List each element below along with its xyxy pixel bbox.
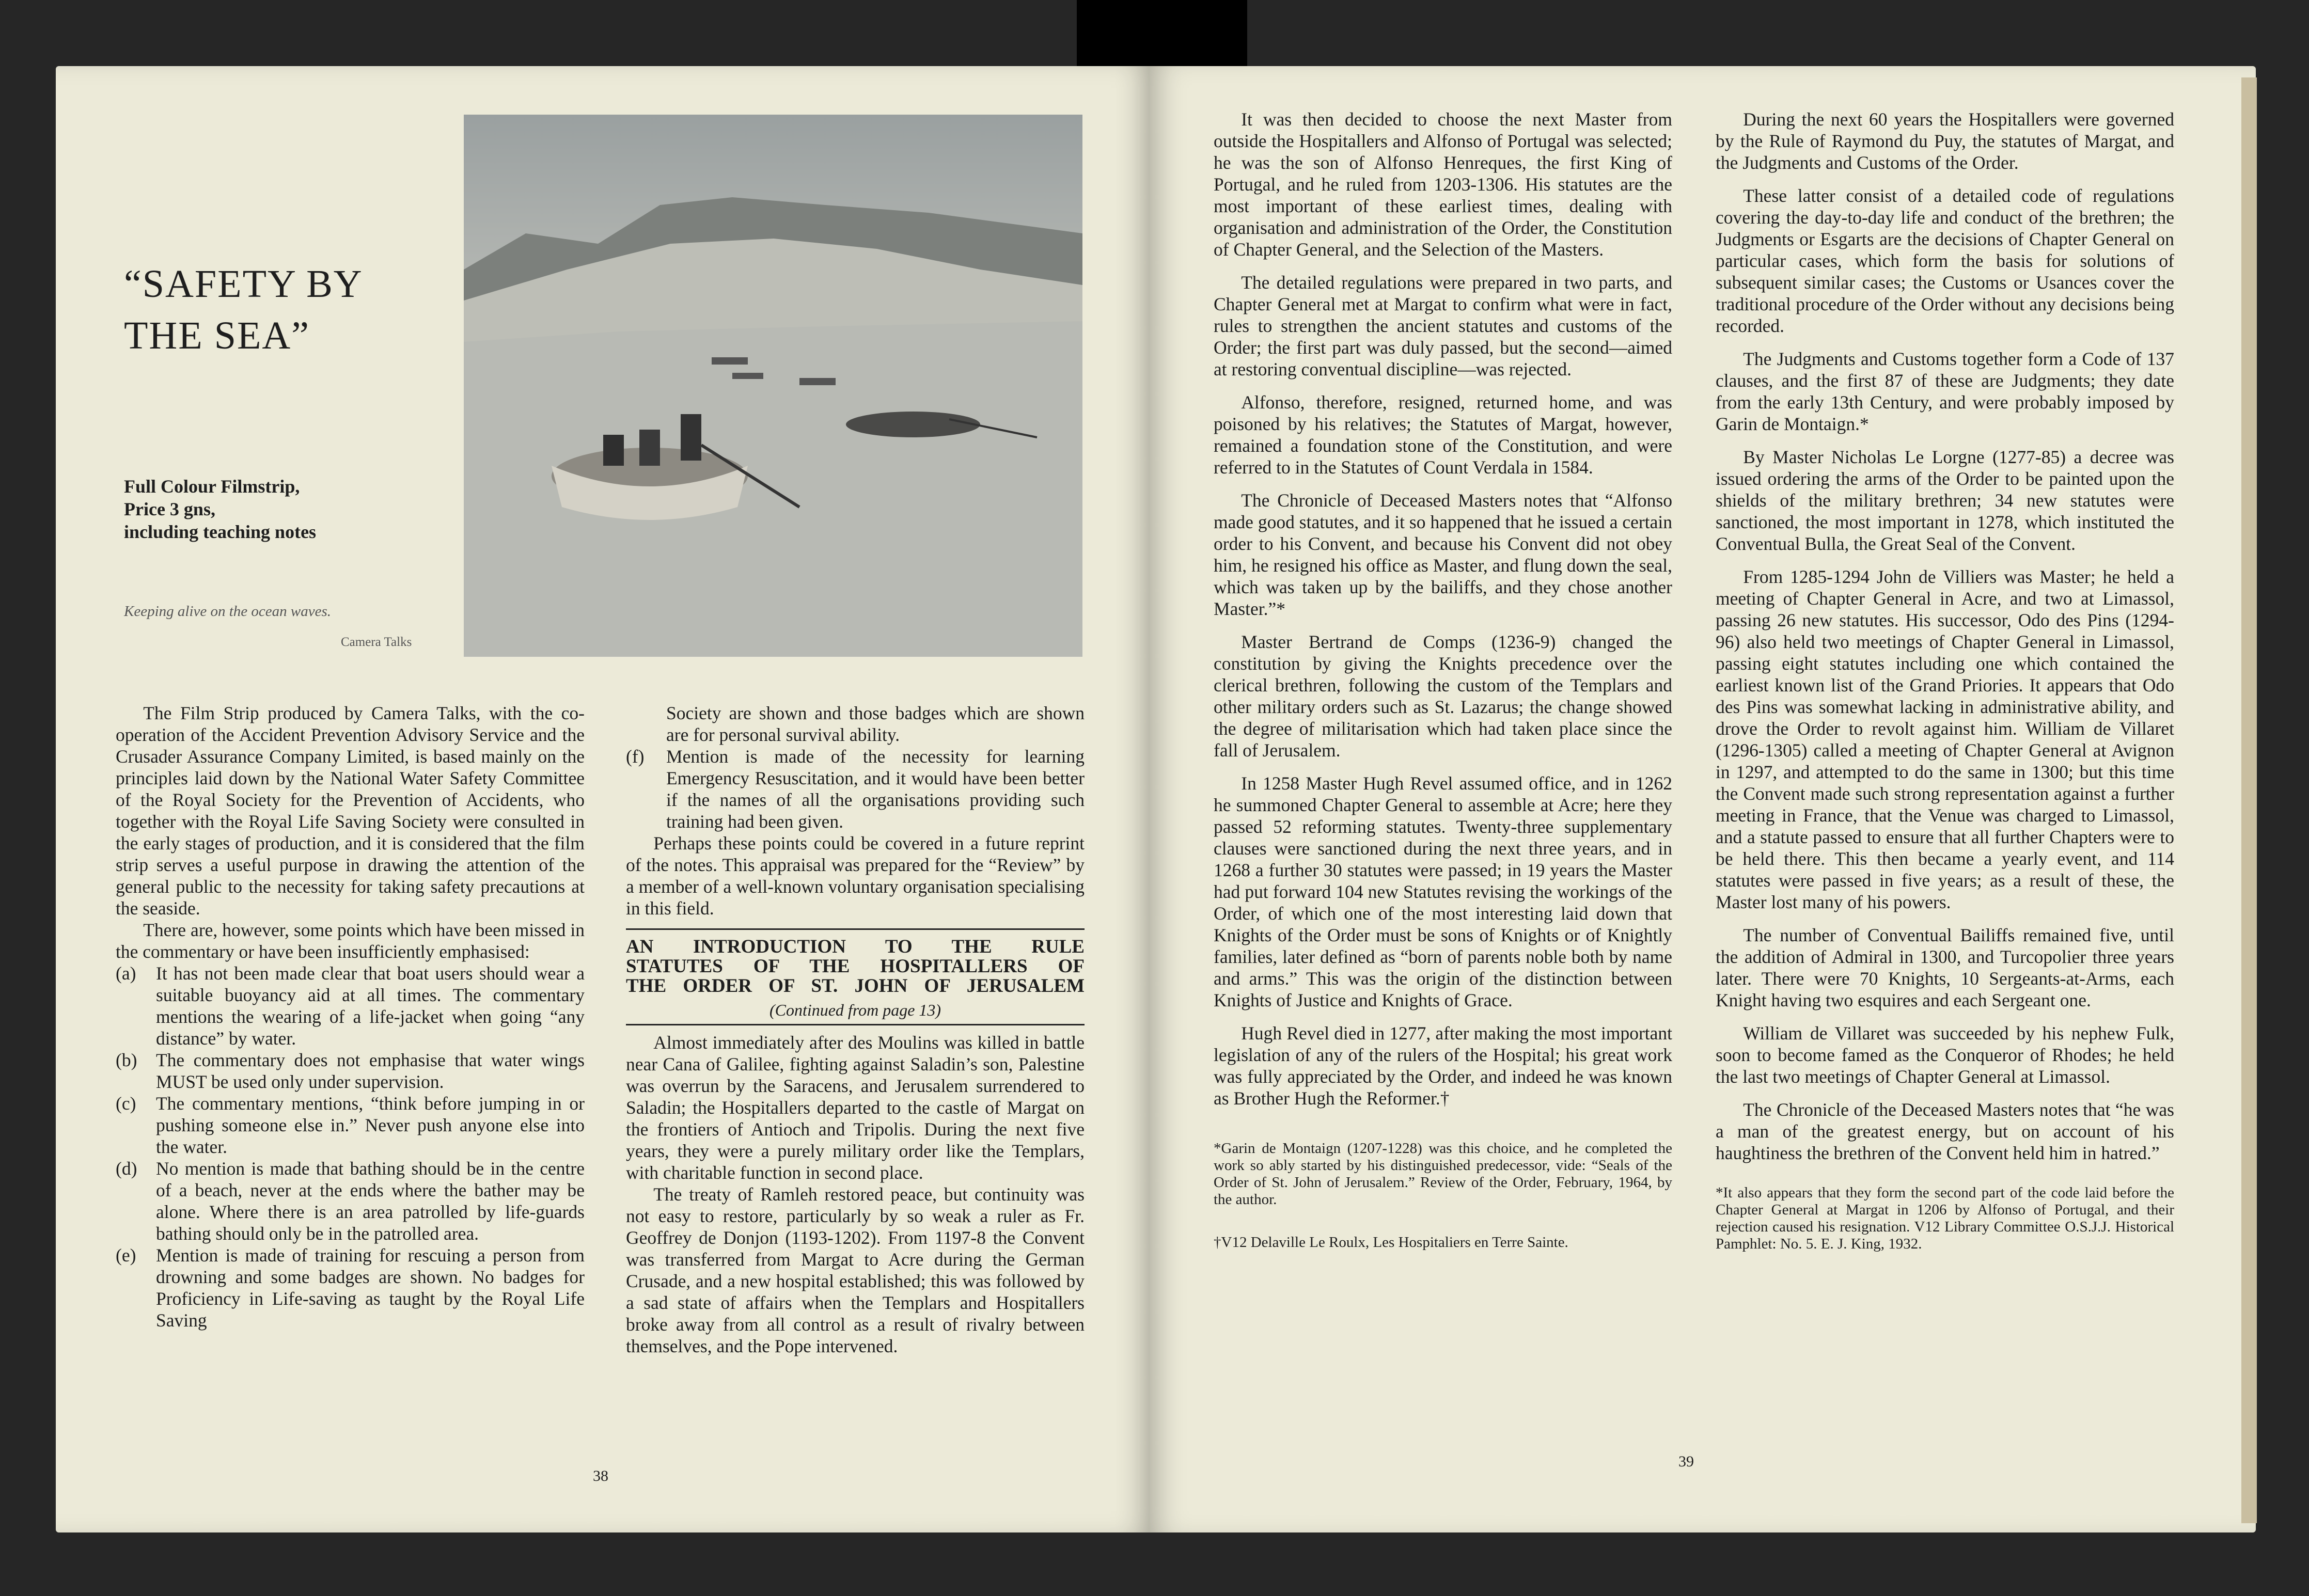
item-label: (d): [116, 1158, 137, 1179]
subtitle-line: including teaching notes: [124, 522, 317, 542]
continued-note: (Continued from page 13): [769, 1001, 941, 1019]
filmstrip-info: [124, 475, 413, 543]
paragraph: From 1285-1294 John de Villiers was Master; he held a meeting of Chapter General in Acre, and two at Limassol, passing 26 new statutes. His successor, Odo des Pins (1294-96) also held two meetings of Chapter General in Limassol, passing eight statutes including one which contained the earliest known list of the Grand Priories. It appears that Odo des Pins was somewhat lacking in administrative ability, and drove the Order to revolt against him. William de Villaret (1296-1305) called a meeting of Chapter General at Avignon in 1297, and attempted to do the same in 1300; but this time the Convent made such strong representation against a further meeting in France, that the Venue was charged to Limassol, and a statute passed to ensure that all further Chapters were to be held there. This then became a yearly event, and 114 statutes were passed in five years; as a result of these, the Master lost many of his powers.: [1716, 566, 2174, 912]
list-item: [116, 962, 585, 1049]
left-column-2: [626, 702, 1085, 1357]
paragraph: The number of Conventual Bailiffs remained five, until the addition of Admiral in 1300, and Turcopolier three years later. There were 70 Knights, 10 Sergeants-at-Arms, each Knight having two esquires and each Sergeant one.: [1716, 925, 2174, 1010]
photo-illustration: [464, 115, 1082, 657]
list-item: [626, 702, 1085, 746]
paragraph: Perhaps these points could be covered in a future reprint of the notes. This appraisal was prepared for the “Review” by a member of a well-known voluntary organisation specialising in this field.: [626, 833, 1085, 919]
section-heading: [626, 930, 1085, 1021]
footnote: †V12 Delaville Le Roulx, Les Hospitaliers en Terre Sainte.: [1214, 1234, 1568, 1251]
left-column-1: [116, 702, 585, 1331]
paragraph: Alfonso, therefore, resigned, returned home, and was poisoned by his relatives; the Statutes of Margat, however, remained a foundation stone of the Constitution, and were referred to in the Statutes of Count Verdala in 1584.: [1214, 392, 1672, 478]
divider: [626, 1024, 1085, 1025]
paragraph: The Judgments and Customs together form a Code of 137 clauses, and the first 87 of these are Judgments; they date from the early 13th Century, and were probably imposed by Garin de Montaign.*: [1716, 349, 2174, 434]
item-label: (a): [116, 963, 136, 984]
item-text: The commentary does not emphasise that water wings MUST be used only under supervision.: [156, 1050, 585, 1092]
item-label: (f): [626, 746, 645, 767]
paragraph: In 1258 Master Hugh Revel assumed office, and in 1262 he summoned Chapter General to assemble at Acre; here they passed 52 reforming statutes. Twenty-three supplementary clauses were sanctioned during the next three years, and in 1268 a further 30 statutes were passed; in 19 years the Master had put forward 104 new Statutes revising the workings of the Order, of which one of the most interesting laid down that Knights of the Order must be sons of Knights or of Knightly families, later defined as “born of parents noble both by name and arms.” This was the origin of the distinction between Knights of Justice and Knights of Grace.: [1214, 773, 1672, 1010]
paragraph: These latter consist of a detailed code of regulations covering the day-to-day life and conduct of the brethren; the Judgments or Esgarts are the decisions of Chapter General on particular cases, which form the basis for solutions of subsequent similar cases; the Customs or Usances cover the traditional procedure of the Order without any decisions being recorded.: [1716, 185, 2174, 336]
paragraph: The Chronicle of the Deceased Masters notes that “he was a man of the greatest energy, but on account of his haughtiness the brethren of the Convent held him in hatred.”: [1716, 1099, 2174, 1163]
paragraph: The Film Strip produced by Camera Talks, with the co-operation of the Accident Prevention Advisory Service and the Crusader Assurance Company Limited, is based mainly on the principles laid down by the National Water Safety Committee of the Royal Society for the Prevention of Accidents, who together with the Royal Life Saving Society were consulted in the early stages of production, and it is considered that the film strip serves a useful purpose in drawing the attention of the general public to the necessity for taking safety precautions at the seaside.: [116, 703, 585, 919]
item-text: No mention is made that bathing should be in the centre of a beach, never at the ends where the bather may be alone. Where there is an area patrolled by life-guards bathing should only be in the patrolled area.: [156, 1158, 585, 1244]
page-number: 39: [1678, 1453, 1694, 1470]
article-title: [124, 258, 444, 361]
paragraph: There are, however, some points which have been missed in the commentary or have been insufficiently emphasised:: [116, 920, 585, 962]
paragraph: During the next 60 years the Hospitallers were governed by the Rule of Raymond du Puy, the statutes of Margat, and the Judgments and Customs of the Order.: [1716, 109, 2174, 173]
heading-line: STATUTES OF THE HOSPITALLERS OF: [626, 956, 1085, 977]
item-text: It has not been made clear that boat users should wear a suitable buoyancy aid at all times. The commentary mentions the wearing of a life-jacket when going “any distance” by water.: [156, 963, 585, 1049]
paragraph: The Chronicle of Deceased Masters notes that “Alfonso made good statutes, and it so happened that he issued a certain order to his Convent, and because his Convent did not obey him, he resigned his office as Master, and flung down the seal, which was taken up by the bailiffs, and they chose another Master.”*: [1214, 490, 1672, 619]
rowing-boats-photo: [464, 115, 1082, 657]
paragraph: The treaty of Ramleh restored peace, but continuity was not easy to restore, particularly by so weak a ruler as Fr. Geoffrey de Donjon (1193-1202). From 1197-8 the Convent was transferred from Margat to Acre during the German Crusade, and a new hospital established; this was followed by a sad state of affairs when the Templars and Hospitallers broke away from all control as a result of rivalry between themselves, and the Pope intervened.: [626, 1184, 1085, 1356]
list-item: [116, 1093, 585, 1158]
list-item: [626, 746, 1085, 832]
paragraph: Master Bertrand de Comps (1236-9) changed the constitution by giving the Knights precedence over the clerical brethren, following the custom of the Templars and other military orders such as St. Lazarus; the change showed the degree of militarisation which had taken place since the fall of Jerusalem.: [1214, 631, 1672, 761]
right-column-1: [1214, 108, 1672, 1251]
list-item: [116, 1244, 585, 1331]
footnote: *Garin de Montaign (1207-1228) was this choice, and he completed the work so ably started by his distinguished predecessor, vide: “Seals of the Order of St. John of Jerusalem.” Review of the Order, February, 1964, by the author.: [1214, 1140, 1672, 1208]
item-text: Mention is made of training for rescuing a person from drowning and some badges are shown. No badges for Proficiency in Life-saving as taught by the Royal Life Saving: [156, 1245, 585, 1331]
title-line: THE SEA”: [124, 314, 310, 357]
footnote: *It also appears that they form the second part of the code laid before the Chapter General at Margat in 1206 by Alfonso of Portugal, and their rejection caused his resignation. V12 Library Committee O.S.J.J. Historical Pamphlet: No. 5. E. J. King, 1932.: [1716, 1184, 2174, 1252]
paragraph: Hugh Revel died in 1277, after making the most important legislation of any of the rulers of the Hospital; his great work was fully appreciated by the Order, and indeed he was known as Brother Hugh the Reformer.†: [1214, 1023, 1672, 1109]
page-edge: [2241, 77, 2257, 1523]
paragraph: It was then decided to choose the next Master from outside the Hospitallers and Alfonso of Portugal was selected; he was the son of Alfonso Henreques, the first King of Portugal, and he ruled from 1203-1306. His statutes are the most important of these earliest times, dealing with organisation and administration of the Order, the Constitution of Chapter General, and the Selection of the Masters.: [1214, 109, 1672, 260]
item-text: The commentary mentions, “think before jumping in or pushing someone else in.” Never push anyone else into the water.: [156, 1093, 585, 1157]
paragraph: William de Villaret was succeeded by his nephew Fulk, soon to become famed as the Conqueror of Rhodes; he held the last two meetings of Chapter General at Limassol.: [1716, 1023, 2174, 1087]
page-number: 38: [593, 1467, 608, 1484]
item-label: (e): [116, 1245, 136, 1266]
subtitle-line: Price 3 gns,: [124, 499, 215, 519]
subtitle-line: Full Colour Filmstrip,: [124, 476, 300, 497]
paragraph: Almost immediately after des Moulins was killed in battle near Cana of Galilee, fighting against Saladin’s son, Palestine was overrun by the Saracens, and Jerusalem surrendered to Saladin; the Hospitallers departed to the castle of Margat on the frontiers of Antioch and Tripolis. During the next five years, they were a purely military order like the Templars, with charitable function in second place.: [626, 1032, 1085, 1183]
list-item: [116, 1158, 585, 1244]
title-line: “SAFETY BY: [124, 262, 363, 306]
points-list: [116, 962, 585, 1331]
paragraph: By Master Nicholas Le Lorgne (1277-85) a decree was issued ordering the arms of the Order to be painted upon the shields of the military brethren; 34 new statutes were sanctioned, the most important in 1278, which instituted the Conventual Bulla, the Great Seal of the Convent.: [1716, 447, 2174, 554]
photo-credit: Camera Talks: [341, 635, 412, 649]
heading-line: THE ORDER OF ST. JOHN OF JERUSALEM: [626, 975, 1085, 997]
paragraph: The detailed regulations were prepared in two parts, and Chapter General met at Margat to confirm what were in fact, rules to strengthen the ancient statutes and customs of the Order; the first part was duly passed, but the second—aimed at restoring conventual discipline—was rejected.: [1214, 272, 1672, 380]
list-item: [116, 1049, 585, 1093]
item-text: Mention is made of the necessity for learning Emergency Resuscitation, and it would have been better if the names of all the organisations providing such training had been given.: [666, 746, 1085, 832]
heading-line: AN INTRODUCTION TO THE RULE: [626, 936, 1085, 957]
item-label: (c): [116, 1093, 136, 1114]
right-column-2: [1716, 108, 2174, 1253]
item-label: (b): [116, 1050, 137, 1070]
photo-caption: Keeping alive on the ocean waves.: [124, 603, 332, 620]
item-text: Society are shown and those badges which are shown are for personal survival ability.: [666, 703, 1085, 745]
